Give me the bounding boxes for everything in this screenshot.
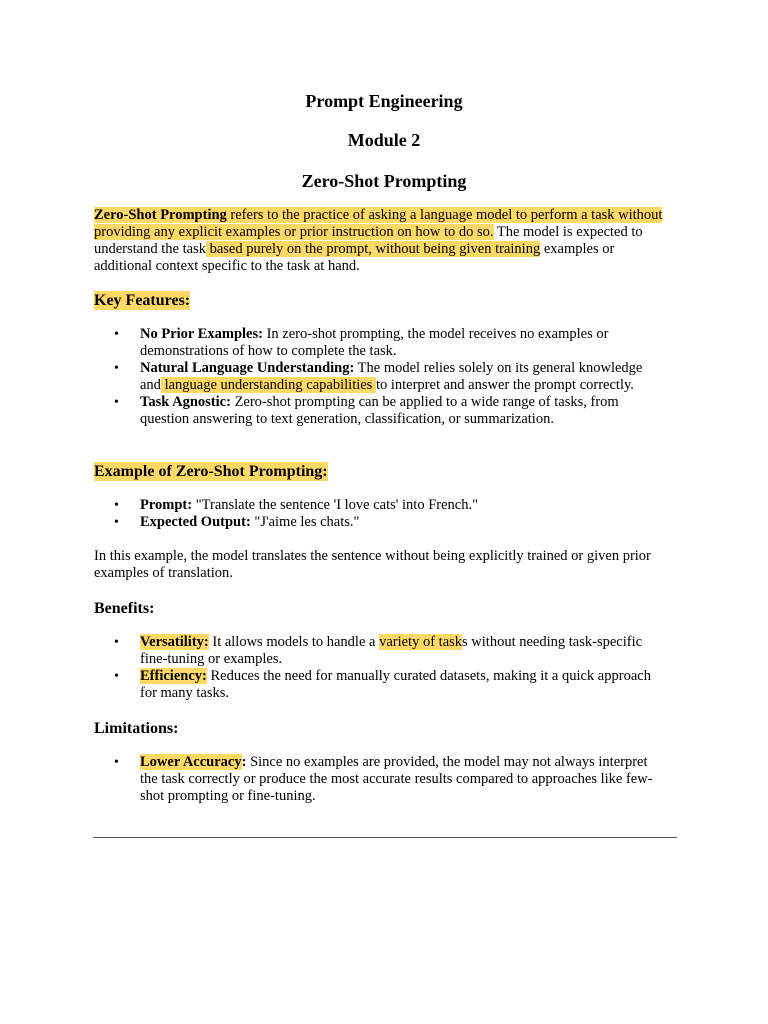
list-item [94, 360, 654, 394]
intro-highlight-2: based purely on the prompt, without being given training [205, 241, 541, 257]
bullet-icon: • [114, 669, 119, 684]
limitations-list [94, 754, 654, 805]
key-features-heading: Key Features: [94, 292, 191, 309]
bullet-icon: • [114, 515, 119, 530]
key-features-list [94, 326, 654, 428]
list-item [94, 326, 654, 360]
feature-highlight: language understanding capabilities [160, 377, 376, 393]
benefit-text: It allows models to handle a [208, 634, 380, 650]
example-label: Prompt: [140, 497, 193, 513]
bullet-icon: • [114, 498, 119, 513]
benefits-heading: Benefits: [94, 600, 155, 617]
intro-highlight-1: refers to the practice of asking a language model to perform a task without providing any explicit examples or prior instruction on how to do so. [94, 207, 663, 240]
example-label: Expected Output: [140, 514, 251, 530]
list-item [94, 668, 654, 702]
feature-label: No Prior Examples: [140, 326, 263, 342]
list-item [94, 754, 654, 805]
bullet-icon: • [114, 361, 119, 376]
feature-label: Natural Language Understanding: [140, 360, 355, 376]
horizontal-divider [93, 837, 677, 838]
benefit-label: Versatility: [140, 634, 209, 650]
example-explanation: In this example, the model translates the sentence without being explicitly trained or given prior examples of translation. [94, 548, 651, 581]
feature-text: In zero-shot prompting, the model receives no examples or demonstrations of how to complete the task. [140, 326, 609, 359]
example-list [94, 497, 654, 531]
feature-text: The model relies solely on its general knowledge and [140, 360, 643, 393]
bullet-icon: • [114, 395, 119, 410]
intro-paragraph [94, 207, 674, 275]
feature-text: to interpret and answer the prompt correctly. [375, 377, 634, 393]
benefit-text: Reduces the need for manually curated datasets, making it a quick approach for many tasks. [140, 668, 651, 701]
document-title: Prompt Engineering [305, 91, 463, 111]
intro-text-1: The model is expected to understand the task [94, 224, 643, 257]
limitations-heading: Limitations: [94, 720, 179, 737]
benefit-text: s without needing task-specific fine-tuning or examples. [140, 634, 643, 667]
bullet-icon: • [114, 327, 119, 342]
list-item [94, 634, 654, 668]
limitation-label-colon: : [241, 754, 247, 770]
feature-label: Task Agnostic: [140, 394, 231, 410]
example-heading: Example of Zero-Shot Prompting: [94, 463, 328, 480]
module-title: Module 2 [347, 130, 421, 150]
limitation-label: Lower Accuracy [140, 754, 242, 770]
bullet-icon: • [114, 755, 119, 770]
benefit-label: Efficiency: [140, 668, 207, 684]
example-text: "Translate the sentence 'I love cats' into French." [192, 497, 479, 513]
benefit-highlight: variety of task [379, 634, 463, 650]
example-text: "J'aime les chats." [250, 514, 360, 530]
topic-title: Zero-Shot Prompting [301, 171, 467, 191]
feature-text: Zero-shot prompting can be applied to a wide range of tasks, from question answering to text generation, classification, or summarization. [140, 394, 619, 427]
list-item [94, 514, 654, 531]
list-item [94, 394, 654, 428]
limitation-text: Since no examples are provided, the model may not always interpret the task correctly or produce the most accurate results compared to approaches like few-shot prompting or fine-tuning. [140, 754, 653, 804]
bullet-icon: • [114, 635, 119, 650]
benefits-list [94, 634, 654, 702]
list-item [94, 497, 654, 514]
intro-term: Zero-Shot Prompting [94, 207, 227, 223]
intro-text-2: examples or additional context specific to the task at hand. [94, 241, 615, 274]
